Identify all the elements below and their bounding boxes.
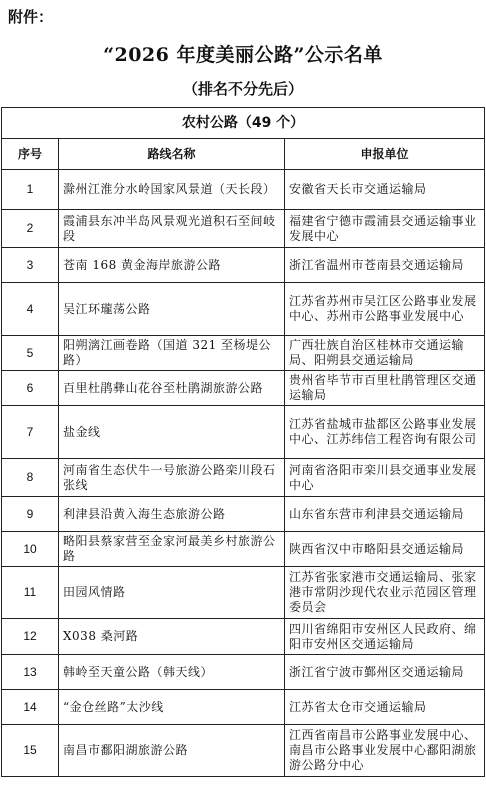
route-name: 略阳县蔡家营至金家河最美乡村旅游公路 — [59, 532, 285, 567]
route-name: 河南省生态伏牛一号旅游公路栾川段石张线 — [59, 459, 285, 497]
route-name: 南昌市鄱阳湖旅游公路 — [59, 725, 285, 777]
route-name: 吴江环瓏荡公路 — [59, 283, 285, 336]
table-row — [2, 459, 485, 497]
row-index: 4 — [2, 283, 59, 336]
header-row — [2, 139, 485, 170]
applicant-unit: 江苏省盐城市盐都区公路事业发展中心、江苏纬信工程咨询有限公司 — [285, 406, 485, 459]
table-row — [2, 532, 485, 567]
header-applicant-unit: 申报单位 — [285, 139, 485, 170]
header-route-name: 路线名称 — [59, 139, 285, 170]
applicant-unit: 福建省宁德市霞浦县交通运输事业发展中心 — [285, 210, 485, 248]
applicant-unit: 江苏省张家港市交通运输局、张家港市常阴沙现代农业示范园区管理委员会 — [285, 567, 485, 619]
applicant-unit: 山东省东营市利津县交通运输局 — [285, 497, 485, 532]
route-name: 盐金线 — [59, 406, 285, 459]
applicant-unit: 浙江省宁波市鄞州区交通运输局 — [285, 655, 485, 690]
route-name: 百里杜鹃彝山花谷至杜鹃湖旅游公路 — [59, 371, 285, 406]
row-index: 9 — [2, 497, 59, 532]
row-index: 8 — [2, 459, 59, 497]
table-row — [2, 406, 485, 459]
table-row — [2, 283, 485, 336]
row-index: 5 — [2, 336, 59, 371]
row-index: 3 — [2, 248, 59, 283]
row-index: 1 — [2, 170, 59, 210]
route-name: 阳朔漓江画卷路（国道 321 至杨堤公路） — [59, 336, 285, 371]
table-row — [2, 619, 485, 655]
route-name: 苍南 168 黄金海岸旅游公路 — [59, 248, 285, 283]
document-title: “2026 年度美丽公路”公示名单 — [103, 44, 383, 66]
row-index: 13 — [2, 655, 59, 690]
applicant-unit: 江西省南昌市公路事业发展中心、南昌市公路事业发展中心鄱阳湖旅游公路分中心 — [285, 725, 485, 777]
applicant-unit: 安徽省天长市交通运输局 — [285, 170, 485, 210]
row-index: 2 — [2, 210, 59, 248]
route-name: “金仓丝路”太沙线 — [59, 690, 285, 725]
table-row — [2, 371, 485, 406]
table-row — [2, 336, 485, 371]
row-index: 15 — [2, 725, 59, 777]
row-index: 6 — [2, 371, 59, 406]
table-row — [2, 690, 485, 725]
route-name: 田园风情路 — [59, 567, 285, 619]
applicant-unit: 贵州省毕节市百里杜鹃管理区交通运输局 — [285, 371, 485, 406]
section-row — [2, 108, 485, 139]
table-row — [2, 655, 485, 690]
applicant-unit: 浙江省温州市苍南县交通运输局 — [285, 248, 485, 283]
header-index: 序号 — [2, 139, 59, 170]
row-index: 7 — [2, 406, 59, 459]
route-name: 霞浦县东冲半岛风景观光道积石至间岐段 — [59, 210, 285, 248]
table-row — [2, 567, 485, 619]
table-row — [2, 170, 485, 210]
row-index: 12 — [2, 619, 59, 655]
table-row — [2, 725, 485, 777]
applicant-unit: 河南省洛阳市栾川县交通事业发展中心 — [285, 459, 485, 497]
attachment-label: 附件： — [8, 8, 54, 26]
applicant-unit: 广西壮族自治区桂林市交通运输局、阳朔县交通运输局 — [285, 336, 485, 371]
section-heading: 农村公路（49 个） — [2, 108, 485, 139]
applicant-unit: 四川省绵阳市安州区人民政府、绵阳市安州区交通运输局 — [285, 619, 485, 655]
applicant-unit: 江苏省太仓市交通运输局 — [285, 690, 485, 725]
table-row — [2, 497, 485, 532]
table-row — [2, 210, 485, 248]
applicant-unit: 陕西省汉中市略阳县交通运输局 — [285, 532, 485, 567]
applicant-unit: 江苏省苏州市吴江区公路事业发展中心、苏州市公路事业发展中心 — [285, 283, 485, 336]
route-name: X038 桑河路 — [59, 619, 285, 655]
route-name: 韩岭至天童公路（韩天线） — [59, 655, 285, 690]
row-index: 14 — [2, 690, 59, 725]
route-list-table — [1, 107, 485, 777]
route-name: 利津县沿黄入海生态旅游公路 — [59, 497, 285, 532]
table-row — [2, 248, 485, 283]
document-subtitle: （排名不分先后） — [182, 80, 303, 98]
route-name: 滁州江淮分水岭国家风景道（天长段） — [59, 170, 285, 210]
row-index: 10 — [2, 532, 59, 567]
row-index: 11 — [2, 567, 59, 619]
